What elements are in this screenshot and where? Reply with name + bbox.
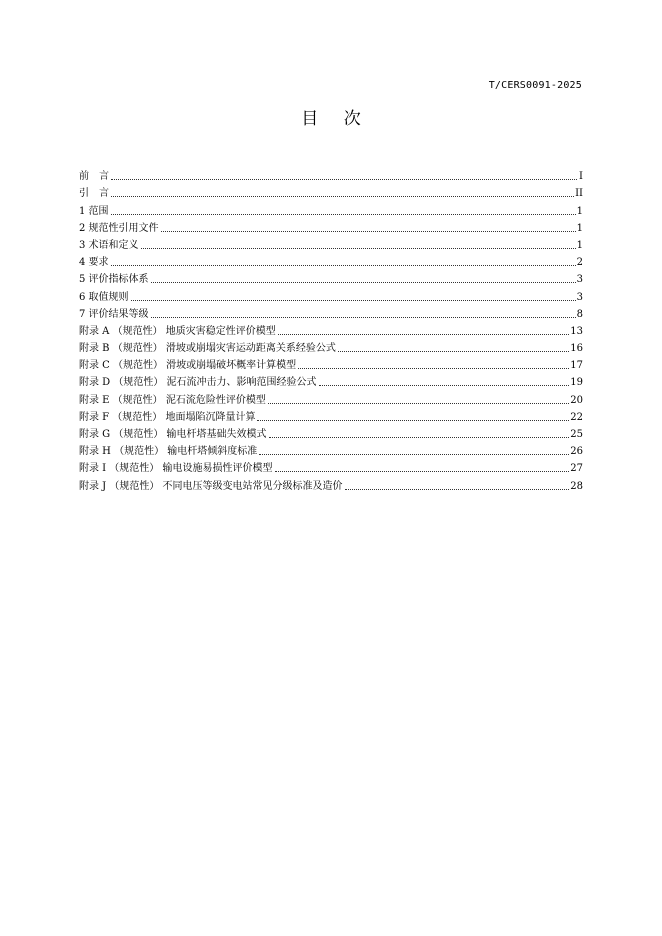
leader-dots [131, 299, 576, 301]
toc-entry-terms[interactable] [79, 235, 583, 252]
leader-dots [257, 419, 569, 421]
toc-entry-page: I [579, 171, 583, 183]
toc-entry-page: II [575, 188, 583, 200]
toc-entry-result-grades[interactable] [79, 304, 583, 321]
toc-entry-requirements[interactable] [79, 252, 583, 269]
leader-dots [151, 316, 576, 318]
toc-entry-page: 20 [570, 394, 583, 406]
leader-dots [298, 367, 569, 369]
toc-entry-label: 6 取值规则 [79, 291, 129, 303]
toc-entry-appendix-c[interactable] [79, 355, 583, 372]
toc-entry-label: 附录 C （规范性） 滑坡或崩塌破坏概率计算模型 [79, 360, 297, 372]
toc-entry-label: 引 言 [79, 188, 109, 200]
toc-entry-page: 25 [570, 429, 583, 440]
leader-dots [319, 384, 570, 386]
leader-dots [141, 247, 576, 249]
toc-entry-normative-references[interactable] [79, 218, 583, 235]
toc-entry-page: 3 [576, 291, 583, 303]
toc-entry-page: 19 [570, 377, 583, 389]
toc-entry-page: 8 [576, 308, 583, 320]
toc-entry-value-rules[interactable] [79, 286, 583, 303]
toc-entry-appendix-j[interactable] [79, 475, 583, 492]
leader-dots [278, 333, 570, 335]
leader-dots [111, 195, 574, 197]
toc-entry-appendix-i[interactable] [79, 458, 583, 475]
toc-entry-label: 附录 I （规范性） 输电设施易损性评价模型 [79, 463, 273, 475]
leader-dots [338, 350, 569, 352]
toc-entry-label: 前 言 [79, 171, 109, 183]
toc-entry-appendix-d[interactable] [79, 372, 583, 389]
leader-dots [268, 402, 569, 404]
toc-entry-page: 17 [570, 360, 583, 372]
leader-dots [259, 453, 569, 455]
toc-entry-appendix-f[interactable] [79, 407, 583, 424]
toc-entry-appendix-g[interactable] [79, 424, 583, 441]
leader-dots [111, 178, 577, 180]
toc-entry-page: 28 [570, 480, 583, 492]
page-title: 目 次 [301, 109, 371, 129]
toc-entry-page: 1 [576, 239, 583, 251]
toc-entry-appendix-a[interactable] [79, 321, 583, 338]
toc-entry-label: 附录 H （规范性） 输电杆塔倾斜度标准 [79, 446, 258, 458]
table-of-contents [79, 166, 583, 493]
toc-entry-label: 附录 B （规范性） 滑坡或崩塌灾害运动距离关系经验公式 [79, 343, 336, 355]
leader-dots [111, 213, 576, 215]
leader-dots [345, 488, 570, 490]
toc-entry-label: 附录 F （规范性） 地面塌陷沉降量计算 [79, 411, 256, 423]
toc-entry-label: 附录 A （规范性） 地质灾害稳定性评价模型 [79, 325, 276, 337]
toc-entry-label: 3 术语和定义 [79, 239, 139, 251]
leader-dots [111, 264, 576, 266]
toc-entry-page: 22 [570, 411, 583, 423]
toc-entry-introduction[interactable] [79, 183, 583, 200]
toc-entry-label: 附录 E （规范性） 泥石流危险性评价模型 [79, 394, 266, 406]
toc-entry-foreword[interactable] [79, 166, 583, 183]
toc-entry-page: 2 [576, 257, 583, 269]
document-code: T/CERS0091-2025 [488, 80, 582, 91]
toc-entry-appendix-h[interactable] [79, 441, 583, 458]
toc-entry-label: 2 规范性引用文件 [79, 222, 159, 234]
leader-dots [269, 436, 570, 438]
toc-entry-label: 附录 D （规范性） 泥石流冲击力、影响范围经验公式 [79, 377, 317, 389]
toc-entry-appendix-b[interactable] [79, 338, 583, 355]
toc-entry-page: 1 [576, 222, 583, 234]
toc-entry-page: 16 [570, 343, 583, 355]
toc-entry-label: 附录 J （规范性） 不同电压等级变电站常见分级标准及造价 [79, 480, 343, 492]
toc-entry-page: 3 [576, 274, 583, 286]
toc-entry-label: 4 要求 [79, 257, 109, 269]
toc-entry-label: 7 评价结果等级 [79, 308, 149, 320]
leader-dots [275, 470, 570, 472]
toc-entry-appendix-e[interactable] [79, 389, 583, 406]
leader-dots [161, 230, 576, 232]
toc-entry-page: 13 [570, 325, 583, 337]
toc-entry-page: 1 [576, 205, 583, 217]
toc-entry-label: 5 评价指标体系 [79, 274, 149, 286]
toc-entry-indicator-system[interactable] [79, 269, 583, 286]
toc-entry-label: 附录 G （规范性） 输电杆塔基础失效模式 [79, 429, 267, 440]
toc-entry-scope[interactable] [79, 200, 583, 217]
leader-dots [151, 281, 576, 283]
toc-entry-page: 26 [570, 446, 583, 458]
toc-entry-label: 1 范围 [79, 205, 109, 217]
toc-entry-page: 27 [570, 463, 583, 475]
